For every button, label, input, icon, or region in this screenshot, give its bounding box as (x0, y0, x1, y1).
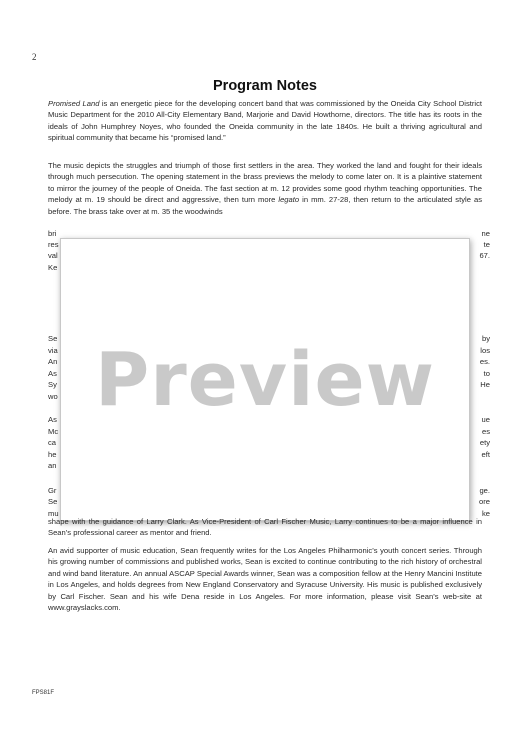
paragraph-music (48, 160, 482, 217)
text-fragment: Se (48, 497, 58, 506)
text-fragment: es (481, 427, 490, 436)
paragraph-mentor-tail: shape with the guidance of Larry Clark. As Vice-President of Carl Fischer Music, Larry continues to be a major influence in Sean’s professional career as mentor and friend. (48, 517, 482, 538)
paragraph-bio: An avid supporter of music education, Sean frequently writes for the Los Angeles Philharmonic’s youth concert series. Through his growing number of commissions and published works, Sean is excited to continue contributing to the rich history of orchestral and wind band literature. An annual ASCAP Special Awards winner, Sean was a composition fellow at the Henry Mancini Institute in Los Angeles, and holds degrees from New England Conservatory and Syracuse University. His music is published exclusively by Carl Fischer. Sean and his wife Dena reside in Los Angeles. For more information, please visit Sean’s web-site at www.grayslacks.com. (48, 546, 482, 613)
text-fragment: As (48, 369, 57, 378)
text-fragment: Gr (48, 486, 57, 495)
text-fragment: As (48, 415, 57, 424)
text-fragment: bri (48, 229, 57, 238)
legato-term: legato (278, 195, 300, 205)
piece-title: Promised Land (48, 99, 100, 108)
page-title: Program Notes (213, 78, 317, 94)
text-fragment: ety (479, 438, 490, 447)
text-fragment: los (480, 346, 490, 355)
text-fragment: ke (481, 509, 490, 518)
music-text-2: in mm. 27-28, then return to the articulated style as before. The brass take over at m. 35 the woodwinds (48, 195, 482, 216)
text-fragment: Sy (48, 380, 57, 389)
text-fragment: ca (48, 438, 57, 447)
text-fragment: ue (481, 415, 490, 424)
page-number: 2 (32, 52, 37, 62)
preview-watermark: Preview (94, 336, 436, 423)
catalog-code: FPS81F (32, 690, 55, 696)
intro-text: is an energetic piece for the developing concert band that was commissioned by the Oneida City School District Music Department for the 2010 All-City Elementary Band, Marjorie and David Howthorne, directors. The title has its roots in the ideals of John Humphrey Noyes, who founded the Oneida community in the late 1840s. He built a thriving agricultural and spiritual community that became his “promised land.” (48, 99, 483, 143)
text-fragment: val (48, 251, 58, 260)
paragraph-intro (48, 98, 482, 144)
text-fragment: es. (479, 357, 490, 366)
text-fragment: An (48, 357, 58, 366)
text-fragment: by (481, 334, 490, 343)
text-fragment: He (480, 380, 490, 389)
text-fragment: eft (481, 450, 490, 459)
text-fragment: mu (48, 509, 59, 518)
text-fragment: Ke (48, 263, 58, 272)
text-fragment: to (483, 369, 490, 378)
text-fragment: ore (479, 497, 490, 506)
text-fragment: ge. (479, 486, 490, 495)
text-fragment: wo (48, 392, 58, 401)
preview-overlay (60, 238, 470, 521)
music-text-1: The music depicts the struggles and triumph of those first settlers in the area. They worked the land and fought for their ideals through much persecution. The opening statement in the brass previews the melody to come later on. It is a plaintive statement to mirror the journey of the people of Oneida. The fast section at m. 12 provides some good rhythm teaching opportunities. The melody at m. 19 should be direct and aggressive, then turn more (48, 161, 482, 205)
text-fragment: he (48, 450, 57, 459)
text-fragment: res (48, 240, 59, 249)
text-fragment: ne (481, 229, 490, 238)
text-fragment: Mc (48, 427, 59, 436)
text-fragment: te (483, 240, 490, 249)
text-fragment: Se (48, 334, 58, 343)
text-fragment: 67. (479, 251, 490, 260)
text-fragment: via (48, 346, 58, 355)
text-fragment: an (48, 461, 57, 470)
